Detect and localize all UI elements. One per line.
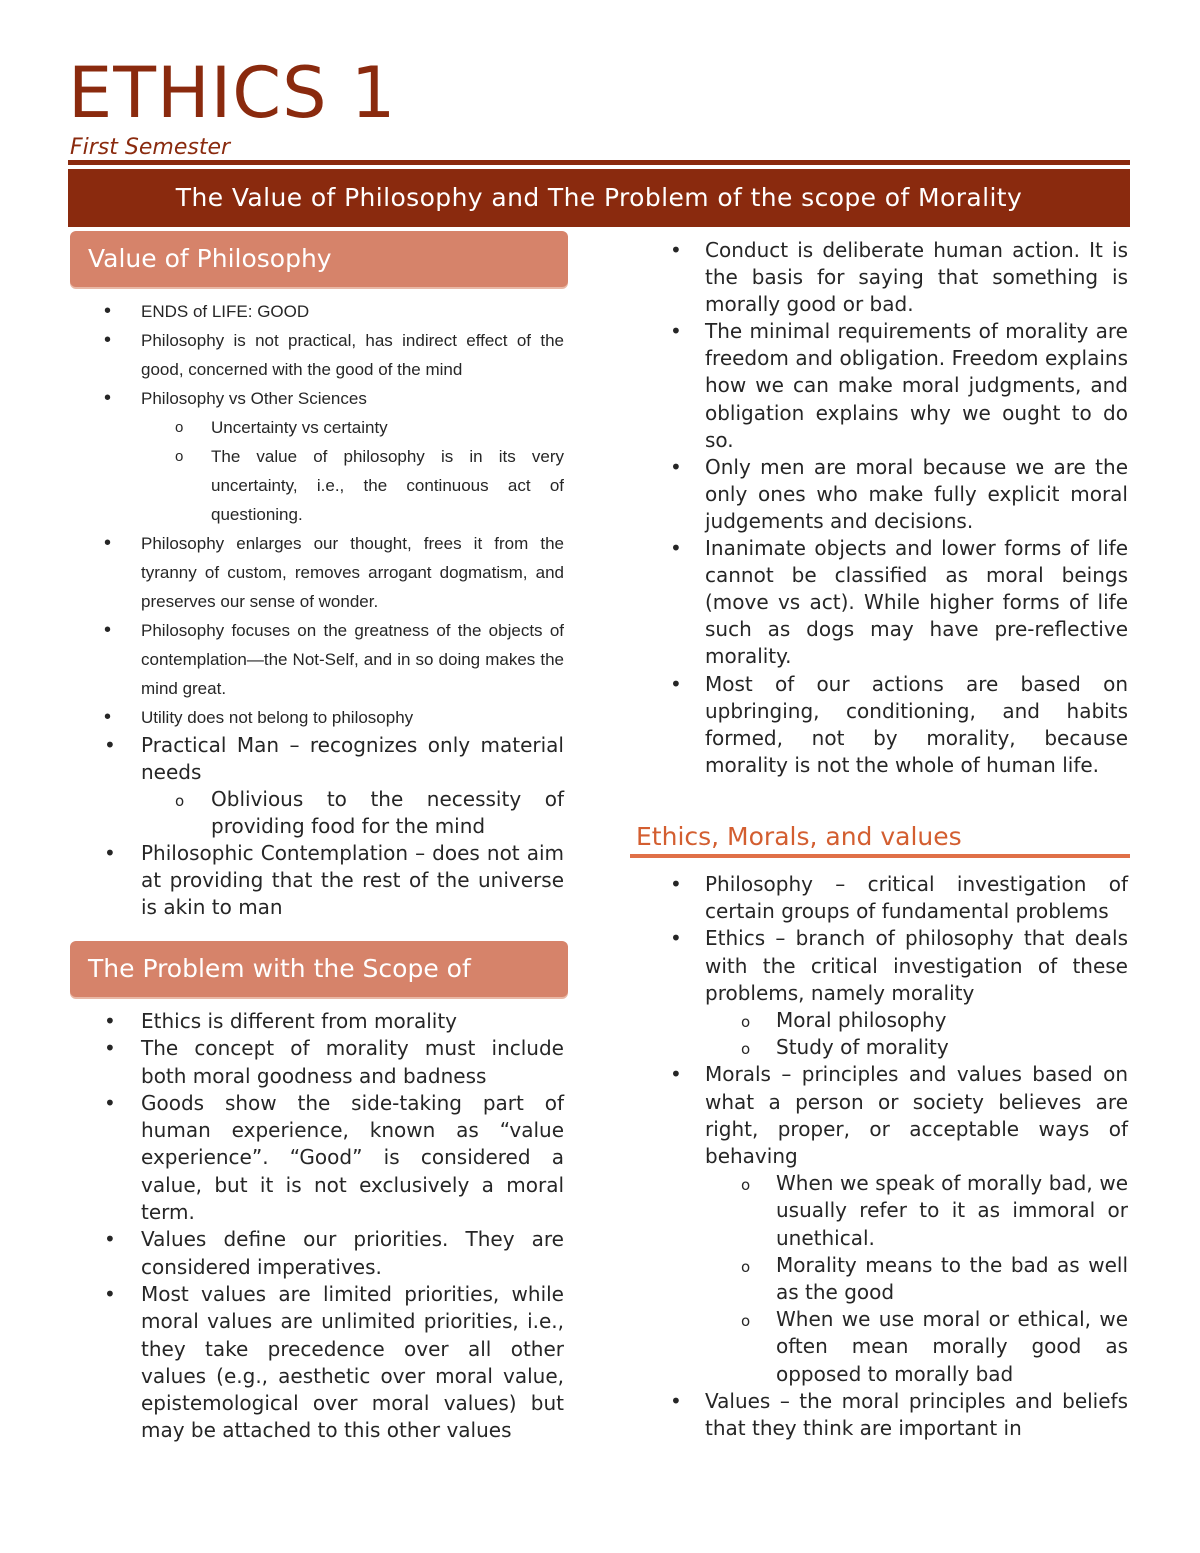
document-title: ETHICS 1: [68, 52, 397, 134]
list-item: • Ethics is different from morality: [104, 1008, 564, 1035]
list-item: • ENDS of LIFE: GOOD: [104, 297, 564, 326]
sub-list-item: o Uncertainty vs certainty: [175, 413, 564, 442]
list-item: • The concept of morality must include both moral goodness and badness: [104, 1035, 564, 1090]
list-item: • Most values are limited priorities, while moral values are unlimited priorities, i.e., they take precedence over all other values (e.g., aesthetic over moral value, epistemological over moral values) but may be attached to this other values: [104, 1281, 564, 1445]
list-item: • Ethics – branch of philosophy that deals with the critical investigation of these problems, namely morality: [670, 925, 1128, 1007]
section-heading-value-of-philosophy: Value of Philosophy: [70, 231, 568, 287]
morality-continuation-list: [670, 237, 1128, 779]
sub-list-item: o When we use moral or ethical, we often mean morally good as opposed to morally bad: [741, 1306, 1128, 1388]
list-item: • Philosophy focuses on the greatness of the objects of contemplation—the Not-Self, and in so doing makes the mind great.: [104, 616, 564, 703]
sub-list-item: o Oblivious to the necessity of providing food for the mind: [175, 786, 564, 840]
topic-banner: The Value of Philosophy and The Problem of the scope of Morality: [68, 169, 1130, 227]
list-item: • Values define our priorities. They are considered imperatives.: [104, 1226, 564, 1281]
list-item: • Inanimate objects and lower forms of life cannot be classified as moral beings (move vs act). While higher forms of life such as dogs may have pre-reflective morality.: [670, 535, 1128, 670]
list-item: • Philosophy is not practical, has indirect effect of the good, concerned with the good of the mind: [104, 326, 564, 384]
sub-list-item: o The value of philosophy is in its very uncertainty, i.e., the continuous act of questioning.: [175, 442, 564, 529]
list-item: • Morals – principles and values based on what a person or society believes are right, proper, or acceptable ways of behaving: [670, 1061, 1128, 1170]
list-item: • Philosophic Contemplation – does not aim at providing that the rest of the universe is akin to man: [104, 840, 564, 921]
list-item: • Conduct is deliberate human action. It is the basis for saying that something is morally good or bad.: [670, 237, 1128, 318]
title-divider: [68, 160, 1130, 165]
list-item: • Goods show the side-taking part of human experience, known as “value experience”. “Good” is considered a value, but it is not exclusively a moral term.: [104, 1090, 564, 1226]
ethics-morals-values-list: [670, 871, 1128, 1442]
list-item: • Practical Man – recognizes only material needs: [104, 732, 564, 786]
problem-scope-list: [104, 1008, 564, 1445]
list-item: • Philosophy vs Other Sciences: [104, 384, 564, 413]
list-item: • Values – the moral principles and beliefs that they think are important in: [670, 1388, 1128, 1442]
list-item: • Philosophy – critical investigation of certain groups of fundamental problems: [670, 871, 1128, 925]
sub-list-item: o Study of morality: [741, 1034, 1128, 1061]
sub-list-item: o Moral philosophy: [741, 1007, 1128, 1034]
list-item: • Most of our actions are based on upbringing, conditioning, and habits formed, not by morality, because morality is not the whole of human life.: [670, 671, 1128, 779]
list-item: • Philosophy enlarges our thought, frees it from the tyranny of custom, removes arrogant dogmatism, and preserves our sense of wonder.: [104, 529, 564, 616]
sub-list-item: o When we speak of morally bad, we usually refer to it as immoral or unethical.: [741, 1170, 1128, 1252]
value-of-philosophy-list: [104, 297, 564, 921]
section-heading-ethics-morals-values: Ethics, Morals, and values: [636, 822, 962, 851]
sub-list-item: o Morality means to the bad as well as the good: [741, 1252, 1128, 1306]
section-heading-problem-scope: The Problem with the Scope of: [70, 941, 568, 997]
list-item: • The minimal requirements of morality are freedom and obligation. Freedom explains how we can make moral judgments, and obligation explains why we ought to do so.: [670, 318, 1128, 453]
list-item: • Only men are moral because we are the only ones who make fully explicit moral judgements and decisions.: [670, 454, 1128, 535]
list-item: • Utility does not belong to philosophy: [104, 703, 564, 732]
section-divider: [630, 854, 1130, 858]
document-subtitle: First Semester: [70, 135, 231, 160]
